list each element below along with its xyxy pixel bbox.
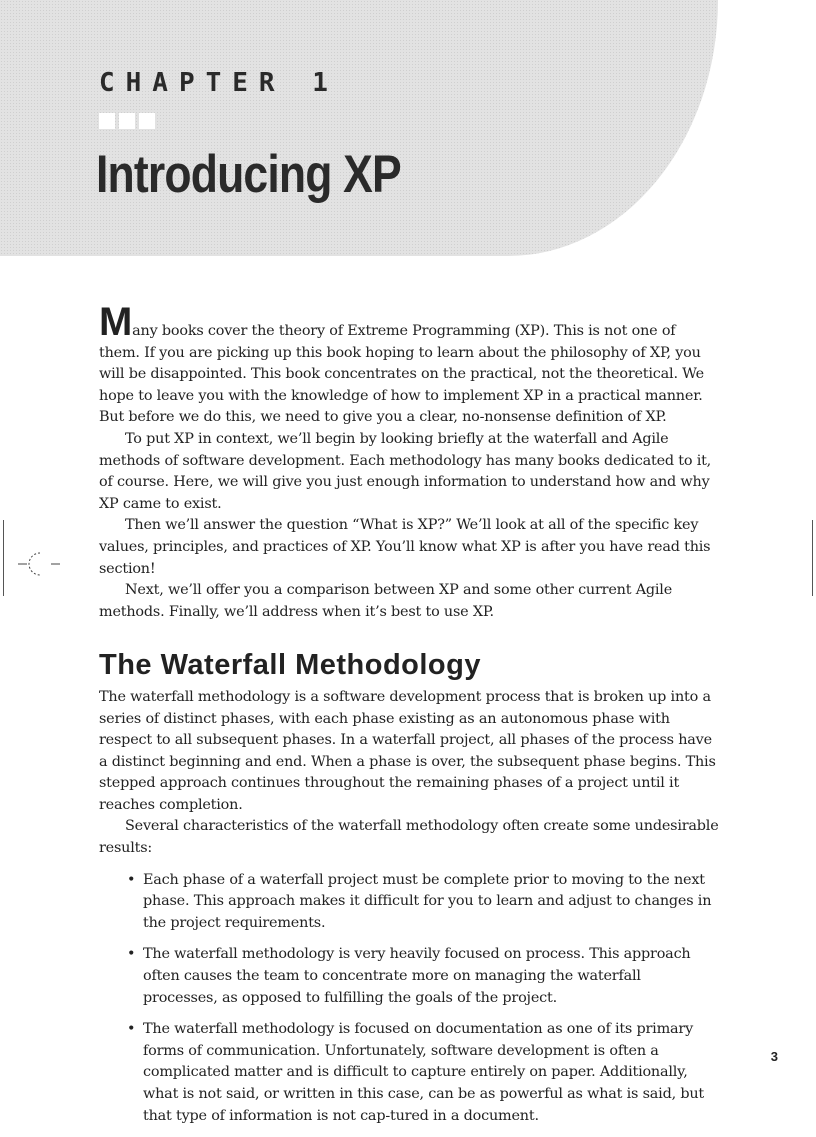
section-paragraph-2: Several characteristics of the waterfall methodology often create some undesirable results:	[99, 818, 719, 857]
chapter-header-band	[0, 0, 718, 256]
list-item: • The waterfall methodology is focused on documentation as one of its primary forms of communication. Unfortunately, software development is often a complicated matter and is difficult to capture entirely on paper. Additionally, what is not said, or written in this case, can be as powerful as what is said, but that type of information is not cap-tured in a document.	[125, 1019, 719, 1127]
characteristics-list	[125, 870, 719, 1128]
intro-paragraph-2: To put XP in context, we’ll begin by looking briefly at the waterfall and Agile methods of software development. Each methodology has many books dedicated to it, of course. Here, we will give you just enough information to understand how and why XP came to exist.	[99, 430, 712, 512]
ornament-square	[99, 113, 115, 129]
chapter-title: Introducing XP	[96, 145, 401, 204]
intro-paragraph-4: Next, we’ll offer you a comparison between XP and some other current Agile methods. Finally, we’ll address when it’s best to use XP.	[99, 582, 673, 620]
section-paragraph-1: The waterfall methodology is a software development process that is broken up into a series of distinct phases, with each phase existing as an autonomous phase with respect to all subsequent phases. In a waterfall project, all phases of the process have a distinct beginning and end. When a phase is over, the subsequent phase begins. This stepped approach continues throughout the remaining phases of a project until it reaches completion.	[99, 688, 716, 813]
page-body	[99, 300, 719, 1137]
intro-paragraph-3: Then we’ll answer the question “What is XP?” We’ll look at all of the specific key values, principles, and practices of XP. You’ll know what XP is after you have read this section!	[99, 517, 711, 577]
registration-mark-icon	[18, 549, 62, 579]
right-margin-mark	[812, 520, 813, 596]
section-heading: The Waterfall Methodology	[99, 649, 481, 682]
chapter-label: CHAPTER 1	[99, 68, 339, 98]
drop-cap: M	[99, 300, 133, 344]
page-number: 3	[770, 1049, 778, 1064]
intro-paragraph-1	[99, 300, 719, 429]
left-margin-mark	[3, 520, 4, 596]
list-item: • The waterfall methodology is very heavily focused on process. This approach often causes the team to concentrate more on managing the waterfall processes, as opposed to fulfilling the goals of the project.	[125, 944, 719, 1009]
ornament-square	[139, 113, 155, 129]
ornament-square	[119, 113, 135, 129]
intro-paragraph-1-text: any books cover the theory of Extreme Programming (XP). This is not one of them. If you are picking up this book hoping to learn about the philosophy of XP, you will be disappointed. This book concentrates on the practical, not the theoretical. We hope to leave you with the knowledge of how to implement XP in a practical manner. But before we do this, we need to give you a clear, no-nonsense definition of XP.	[99, 323, 704, 426]
list-item: • Each phase of a waterfall project must be complete prior to moving to the next phase. This approach makes it difficult for you to learn and adjust to changes in the project requirements.	[125, 870, 719, 935]
chapter-ornament-squares	[99, 113, 155, 129]
